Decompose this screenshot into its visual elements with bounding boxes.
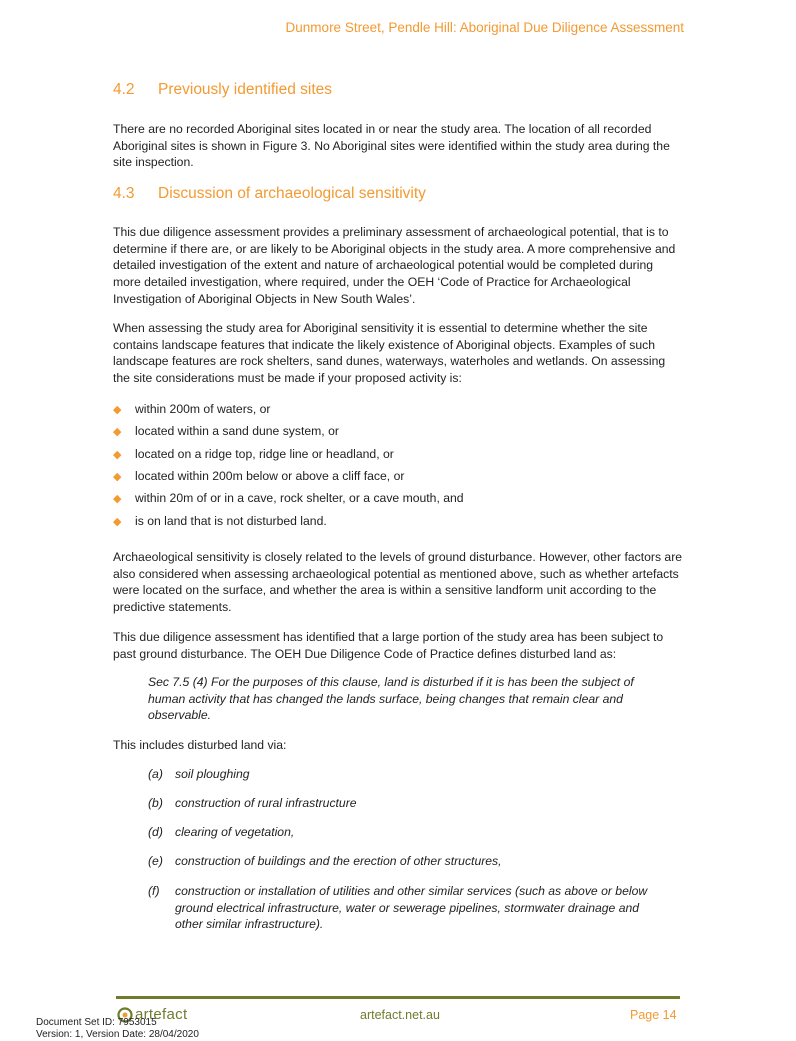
list-item	[148, 853, 668, 870]
section-heading-4-3	[113, 185, 426, 203]
list-item	[148, 795, 668, 812]
list-text: clearing of vegetation,	[175, 825, 295, 839]
list-text: construction or installation of utilities and other similar services (such as above or below ground electrical infrastructure, water or sewerage pipelines, stormwater drainage and other similar infrastructure).	[175, 884, 648, 932]
bullet-item: ◆ located within 200m below or above a cliff face, or	[113, 469, 405, 483]
list-label: (a)	[148, 767, 163, 781]
paragraph: Archaeological sensitivity is closely related to the levels of ground disturbance. However, other factors are also considered when assessing archaeological potential as mentioned above, such as whether artefacts were located on the surface, and whether the area is within a sensitive landform unit according to the predictive statements.	[113, 550, 683, 615]
section-number: 4.3	[113, 185, 135, 202]
list-item	[148, 766, 668, 783]
bullet-item: ◆ within 200m of waters, or	[113, 402, 271, 416]
website-link[interactable]: artefact.net.au	[360, 1008, 440, 1022]
diamond-bullet-icon: ◆	[113, 404, 122, 416]
paragraph: When assessing the study area for Aboriginal sensitivity it is essential to determine whether the site contains landscape features that indicate the likely existence of Aboriginal objects. Examples of such landscape features are rock shelters, sand dunes, waterways, waterholes and wetlands. On assessing the site considerations must be made if your proposed activity is:	[113, 321, 666, 386]
diamond-bullet-icon: ◆	[113, 426, 122, 438]
definition-quote: Sec 7.5 (4) For the purposes of this clause, land is disturbed if it is has been the subject of human activity that has changed the lands surface, being changes that remain clear and observable.	[148, 675, 634, 723]
list-label: (e)	[148, 854, 163, 868]
diamond-bullet-icon: ◆	[113, 449, 122, 461]
document-set-id: Document Set ID: 7953015	[36, 1017, 157, 1028]
list-item	[148, 883, 668, 933]
logo-text: artefact	[135, 1006, 188, 1023]
diamond-bullet-icon: ◆	[113, 471, 122, 483]
list-text: construction of rural infrastructure	[175, 796, 357, 810]
bullet-item: ◆ located within a sand dune system, or	[113, 424, 339, 438]
list-label: (f)	[148, 884, 160, 898]
document-info	[36, 1017, 199, 1041]
list-text: construction of buildings and the erection of other structures,	[175, 854, 502, 868]
running-header: Dunmore Street, Pendle Hill: Aboriginal Due Diligence Assessment	[285, 20, 684, 35]
section-number: 4.2	[113, 81, 135, 98]
paragraph: This due diligence assessment provides a preliminary assessment of archaeological potential, that is to determine if there are, or are likely to be Aboriginal objects in the study area. A more comprehensive and detailed investigation of the extent and nature of archaeological potential would be completed during more detailed investigation, where required, under the OEH ‘Code of Practice for Archaeological Investigation of Aboriginal Objects in New South Wales’.	[113, 225, 676, 306]
bullet-item: ◆ within 20m of or in a cave, rock shelter, or a cave mouth, and	[113, 491, 464, 505]
paragraph: This includes disturbed land via:	[113, 738, 287, 752]
paragraph: This due diligence assessment has identified that a large portion of the study area has been subject to past ground disturbance. The OEH Due Diligence Code of Practice defines disturbed land as:	[113, 630, 664, 661]
section-title: Discussion of archaeological sensitivity	[158, 185, 426, 202]
footer-divider	[116, 996, 680, 999]
diamond-bullet-icon: ◆	[113, 516, 122, 528]
page-number: Page 14	[630, 1008, 677, 1022]
list-label: (b)	[148, 796, 163, 810]
paragraph: There are no recorded Aboriginal sites located in or near the study area. The location of all recorded Aboriginal sites is shown in Figure 3. No Aboriginal sites were identified within the study area during the site inspection.	[113, 122, 670, 170]
document-version: Version: 1, Version Date: 28/04/2020	[36, 1029, 199, 1040]
section-heading-4-2	[113, 81, 332, 99]
bullet-item: ◆ is on land that is not disturbed land.	[113, 514, 327, 528]
list-label: (d)	[148, 825, 163, 839]
list-item	[148, 824, 668, 841]
section-title: Previously identified sites	[158, 81, 333, 98]
list-text: soil ploughing	[175, 767, 250, 781]
bullet-item: ◆ located on a ridge top, ridge line or headland, or	[113, 447, 394, 461]
diamond-bullet-icon: ◆	[113, 493, 122, 505]
